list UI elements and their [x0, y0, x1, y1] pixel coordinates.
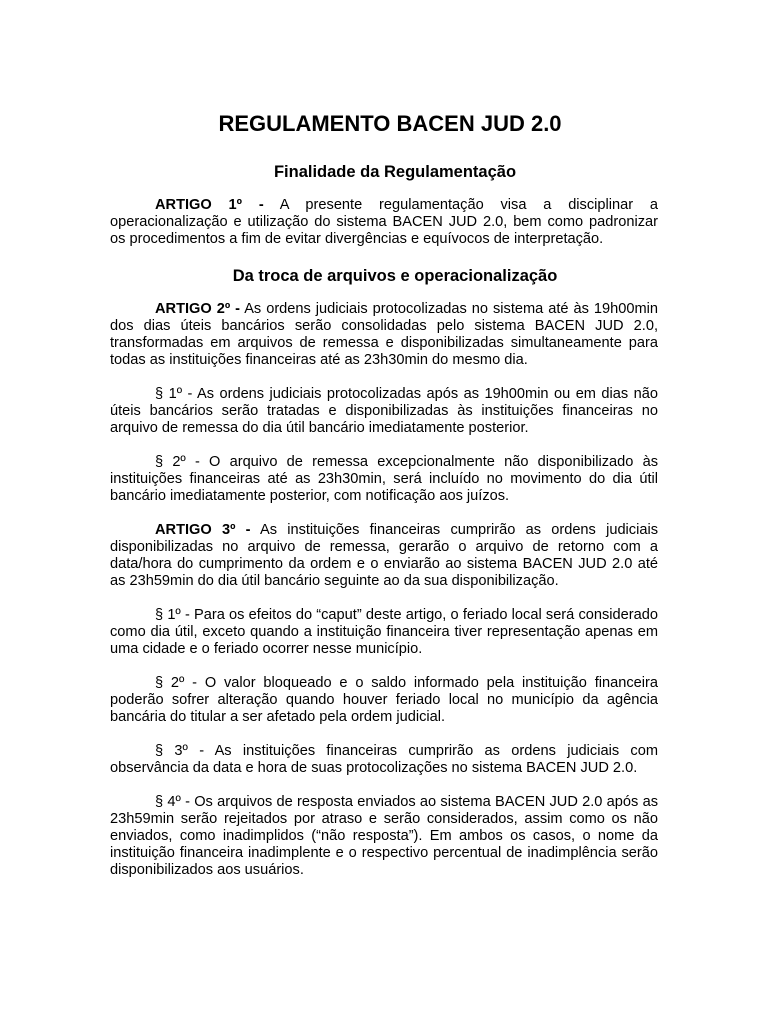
artigo-1-label: ARTIGO 1º -: [155, 197, 264, 213]
artigo-2-paragrafo-2: § 2º - O arquivo de remessa excepcionalmente não disponibilizado às instituições financeiras até as 23h30min, será incluído no movimento do dia útil bancário imediatamente posterior, com notificação aos juízos.: [110, 454, 658, 504]
artigo-2-paragraph: [110, 301, 658, 369]
section-heading-troca-arquivos: Da troca de arquivos e operacionalização: [232, 267, 558, 285]
artigo-2-text: As ordens judiciais protocolizadas no sistema até às 19h00min dos dias úteis bancários serão consolidadas pelo sistema BACEN JUD 2.0, transformadas em arquivos de remessa e disponibilizadas simultaneamente para todas as instituições financeiras até as 23h30min do mesmo dia.: [110, 301, 658, 368]
document-page: [110, 108, 658, 879]
artigo-2-label: ARTIGO 2º -: [155, 301, 241, 317]
artigo-3-paragrafo-1: § 1º - Para os efeitos do “caput” deste artigo, o feriado local será considerado como dia útil, exceto quando a instituição financeira tiver representação apenas em uma cidade e o feriado ocorrer nesse município.: [110, 607, 658, 657]
artigo-3-paragrafo-3: § 3º - As instituições financeiras cumprirão as ordens judiciais com observância da data e hora de suas protocolizações no sistema BACEN JUD 2.0.: [110, 743, 658, 776]
artigo-3-paragrafo-2: § 2º - O valor bloqueado e o saldo informado pela instituição financeira poderão sofrer alteração quando houver feriado local no município da agência bancária do titular a ser afetado pela ordem judicial.: [110, 675, 658, 725]
artigo-3-text: As instituições financeiras cumprirão as ordens judiciais disponibilizadas no arquivo de remessa, gerarão o arquivo de retorno com a data/hora do cumprimento da ordem e o enviarão ao sistema BACEN JUD 2.0 até as 23h59min do dia útil bancário seguinte ao da sua disponibilização.: [110, 522, 658, 589]
artigo-3-paragrafo-4: § 4º - Os arquivos de resposta enviados ao sistema BACEN JUD 2.0 após as 23h59min serão rejeitados por atraso e serão considerados, assim como os não enviados, como inadimplidos (“não resposta”). Em ambos os casos, o nome da instituição financeira inadimplente e o respectivo percentual de inadimplência serão disponibilizados aos usuários.: [110, 794, 658, 878]
artigo-2-paragrafo-1: § 1º - As ordens judiciais protocolizadas após as 19h00min ou em dias não úteis bancários serão tratadas e disponibilizadas às instituições financeiras no arquivo de remessa do dia útil bancário imediatamente posterior.: [110, 386, 658, 436]
artigo-3-label: ARTIGO 3º -: [155, 522, 251, 538]
artigo-3-paragraph: [110, 522, 658, 590]
document-title: REGULAMENTO BACEN JUD 2.0: [218, 111, 562, 136]
section-heading-finalidade: Finalidade da Regulamentação: [273, 163, 517, 181]
artigo-1-text: A presente regulamentação visa a disciplinar a operacionalização e utilização do sistema BACEN JUD 2.0, bem como padronizar os procedimentos a fim de evitar divergências e equívocos de interpretação.: [110, 197, 659, 247]
artigo-1-paragraph: [110, 197, 658, 248]
